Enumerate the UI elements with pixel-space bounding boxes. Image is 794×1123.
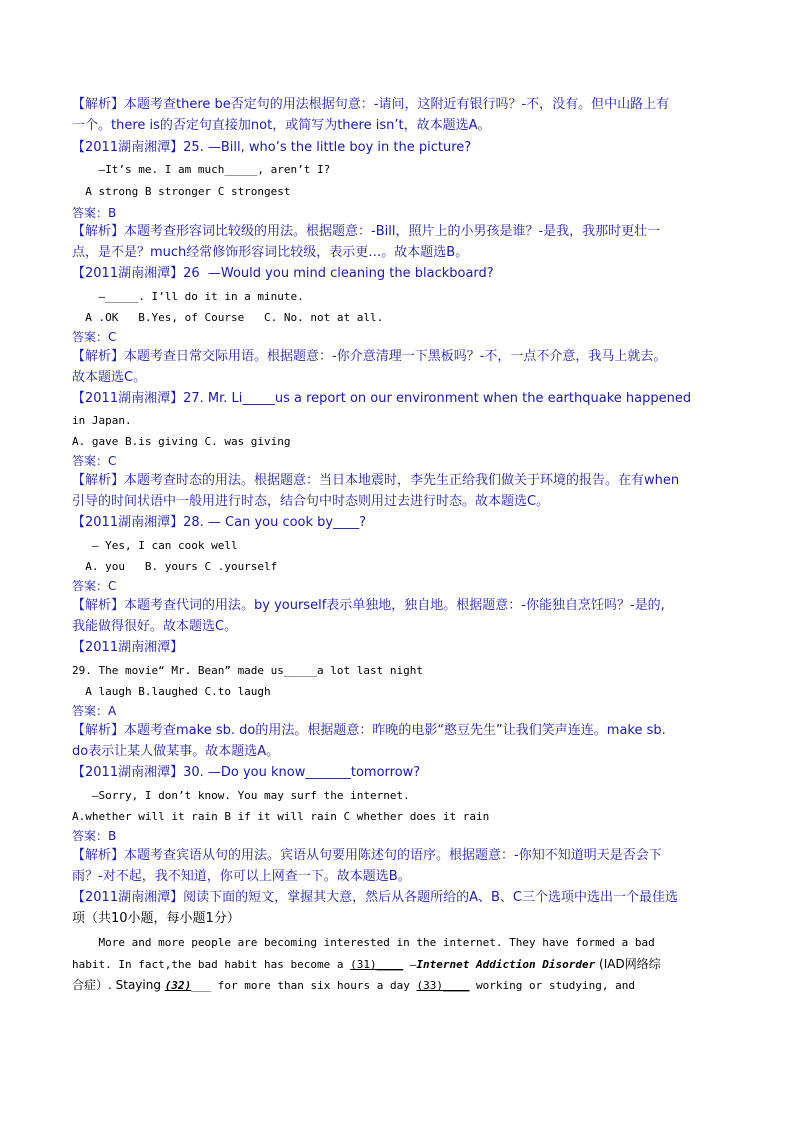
blank-33: (33)____ [416,979,470,992]
passage-text: ___ for more than six hours a day [191,979,417,992]
text-line: A. gave B.is giving C. was giving [72,435,291,448]
text-line: 【2011湖南湘潭】26 —Would you mind cleaning the blackboard? [72,266,494,281]
text-line: 【解析】本题考查宾语从句的用法。宾语从句要用陈述句的语序。根据题意：-你知不知道明天是否会下 [72,848,662,863]
text-line: 点，是不是？much经常修饰形容词比较级，表示更…。故本题选B。 [72,245,469,260]
text-line: A .OK B.Yes, of Course C. No. not at all. [72,311,384,324]
text-line: 【解析】本题考查代词的用法。by yourself表示单独地，独自地。根据题意：-你能独自烹饪吗？-是的, [72,598,665,613]
iad-term: Internet Addiction Disorder [416,958,596,971]
text-line: 【2011湖南湘潭】 [72,640,184,655]
text-line: 【2011湖南湘潭】28. — Can you cook by____? [72,515,367,530]
text-line: 引导的时间状语中一般用进行时态，结合句中时态则用过去进行时态。故本题选C。 [72,494,550,509]
text-line: — Yes, I can cook well [72,539,238,552]
blank-31: (31)____ [350,958,404,971]
text-line: 【解析】本题考查make sb. do的用法。根据题意：昨晚的电影“憨豆先生”让我们笑声连连。make sb. [72,723,666,738]
passage-text: — [403,958,417,971]
text-line: 项（共10小题，每小题1分） [72,911,240,926]
text-line: 答案：C [72,330,117,344]
text-line: in Japan. [72,414,132,427]
text-line: 雨？-对不起，我不知道，你可以上网查一下。故本题选B。 [72,869,411,884]
text-line: 【解析】本题考查时态的用法。根据题意：当日本地震时，李先生正给我们做关于环境的报告。在有when [72,473,680,488]
text-line: 答案：C [72,454,117,468]
text-line: 答案：C [72,579,117,593]
text-line: —_____. I’ll do it in a minute. [72,290,304,303]
text-line: A laugh B.laughed C.to laugh [72,685,271,698]
text-line: 【2011湖南湘潭】27. Mr. Li_____us a report on our environment when the earthquake happened [72,391,692,406]
passage-line-2 [72,954,661,974]
passage-text: 合症）. Staying [72,978,165,992]
passage-text: (IAD网络综 [595,957,661,971]
text-line: 【解析】本题考查日常交际用语。根据题意：-你介意清理一下黑板吗？-不，一点不介意，我马上就去。 [72,349,667,364]
text-line: 答案：B [72,829,117,843]
passage-line-1: More and more people are becoming interested in the internet. They have formed a bad [72,936,655,949]
passage-text: habit. In fact,the bad habit has become a [72,958,351,971]
text-line: 【2011湖南湘潭】30. —Do you know_______tomorrow? [72,765,421,780]
text-line: 29. The movie“ Mr. Bean” made us_____a lot last night [72,664,423,677]
passage-text: working or studying, and [469,979,636,992]
blank-32: (32) [164,979,192,992]
passage-line-3 [72,975,635,995]
text-line: 【解析】本题考查形容词比较级的用法。根据题意：-Bill，照片上的小男孩是谁？-是我，我那时更壮一 [72,224,661,239]
text-line: 【2011湖南湘潭】阅读下面的短文，掌握其大意，然后从各题所给的A、B、C三个选项中选出一个最佳选 [72,890,678,905]
text-line: 我能做得很好。故本题选C。 [72,619,238,634]
text-line: 故本题选C。 [72,370,147,385]
text-line: 【2011湖南湘潭】25. —Bill, who’s the little boy in the picture? [72,140,472,155]
text-line: —It’s me. I am much_____, aren’t I? [72,163,331,176]
text-line: 【解析】本题考查there be否定句的用法根据句意：-请问，这附近有银行吗？-不，没有。但中山路上有 [72,97,670,112]
text-line: A.whether will it rain B if it will rain C whether does it rain [72,810,490,823]
text-line: 答案：A [72,704,117,718]
text-line: —Sorry, I don’t know. You may surf the internet. [72,789,410,802]
text-line: A. you B. yours C .yourself [72,560,278,573]
text-line: do表示让某人做某事。故本题选A。 [72,744,280,759]
text-line: 答案：B [72,206,117,220]
text-line: A strong B stronger C strongest [72,185,291,198]
text-line: 一个。there is的否定句直接加not，或简写为there isn’t，故本题选A。 [72,118,491,133]
